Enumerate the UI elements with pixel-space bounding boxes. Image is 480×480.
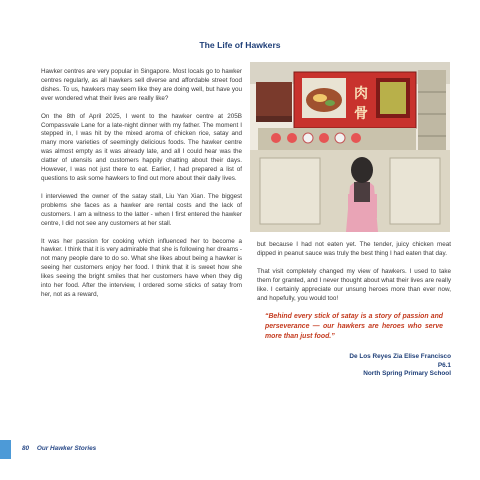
page-title: The Life of Hawkers [199,40,281,50]
paragraph: That visit completely changed my view of hawkers. I used to take them for granted, and I never thought about what their lives are really like. I certainly appreciate our unsung heroes more than ever now, and hopefully, you would too! [257,267,451,302]
hawker-stall-illustration [250,62,450,232]
page-number: 80 [22,445,30,452]
left-column [41,68,242,309]
paragraph: I interviewed the owner of the satay stall, Liu Yan Xian. The biggest problems she faces as a hawker are rental costs and the lack of customers. I am a witness to the latter - when I first entered the hawker centre, I did not see any customers at her stall. [41,192,242,227]
paragraph: On the 8th of April 2025, I went to the hawker centre at 205B Compassvale Lane for a late-night dinner with my father. The moment I stepped in, I was hit by the mixed aroma of chicken rice, satay and many more varieties of seemingly delicious foods. The hawker centre was almost empty as it was already late, and all I could hear was the clatter of utensils and customers happily chatting about their days. However, I was not just there to eat. Earlier, I had prepared a list of questions to ask some hawkers to find out more about their daily lives. [41,112,242,182]
footer-accent-bar [0,440,11,459]
paragraph: It was her passion for cooking which influenced her to become a hawker. I think that it is very admirable that she is following her dreams - not many people dare to do so. What she likes about being a hawker is seeing her customers enjoy her food. I think that it is sweet how she likes seeing the bright smiles that her customers have when they dig into her food. After the interview, I ordered some sticks of satay from her, not as a reward, [41,237,242,298]
author-class: P6.1 [437,361,451,369]
pull-quote: “Behind every stick of satay is a story of passion and perseverance — our hawkers are heroes who serve more than just food.” [265,313,443,340]
paragraph: but because I had not eaten yet. The tender, juicy chicken meat dipped in peanut sauce was truly the best thing I had eaten that day. [257,241,451,257]
book-title: Our Hawker Stories [36,445,97,452]
paragraph: Hawker centres are very popular in Singapore. Most locals go to hawker centres regularly, as all hawkers sell diverse and affordable street food dishes. To us, hawkers may seem like they are doing well, but have you ever wondered what their lives are really like? [41,68,242,102]
right-column [257,241,451,379]
author-name: De Los Reyes Zia Elise Francisco [349,353,451,361]
sign-char: 骨 [354,106,368,122]
author-school: North Spring Primary School [363,370,451,378]
sign-char: 肉 [354,86,368,102]
page-footer [22,445,96,452]
